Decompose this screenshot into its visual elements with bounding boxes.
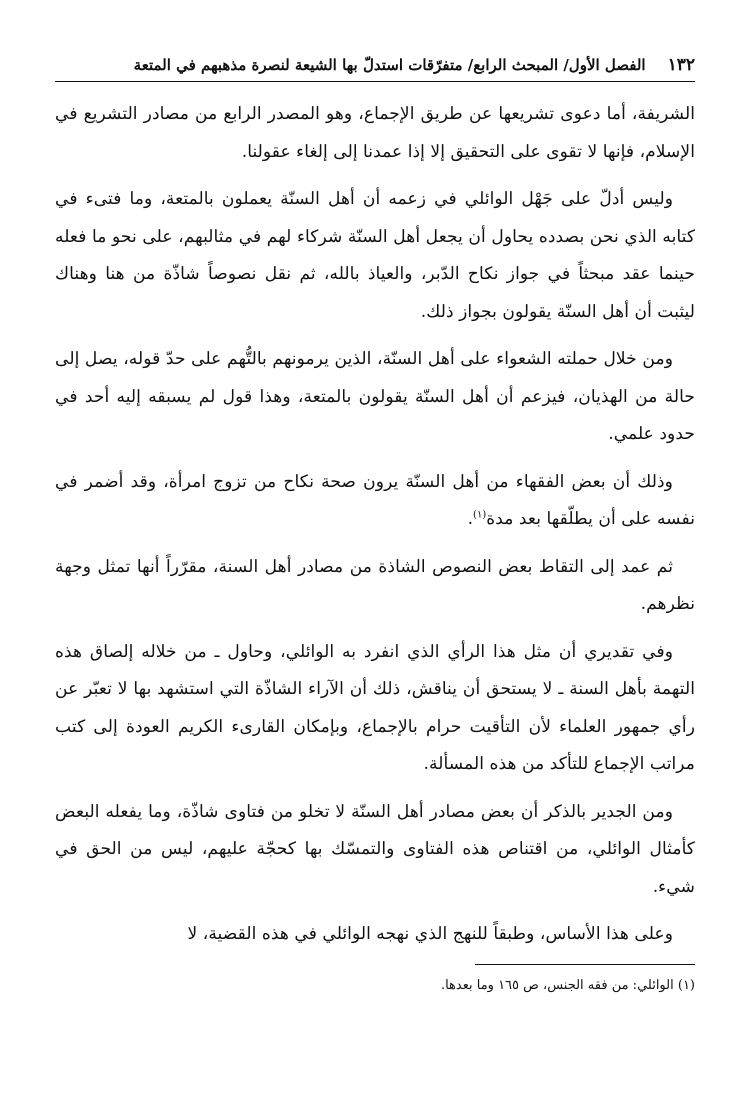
paragraph-with-footnote: وذلك أن بعض الفقهاء من أهل السنّة يرون صحة نكاح من تزوج امرأة، وقد أضمر في نفسه على أن يطلّقها بعد مدة$^{(١)}$. [55,471,695,529]
paragraph: ومن الجدير بالذكر أن بعض مصادر أهل السنّة لا تخلو من فتاوى شاذّة، وما يفعله البعض كأمثال الوائلي، من اقتناص هذه الفتاوى والتمسّك بها كحجّة عليهم، ليس من الحق في شيء. [55,801,695,897]
book-page [55,55,695,1065]
running-header [55,55,695,82]
paragraph: وفي تقديري أن مثل هذا الرأي الذي انفرد به الوائلي، وحاول ـ من خلاله إلصاق هذه التهمة بأهل السنة ـ لا يستحق أن يناقش، ذلك أن الآراء الشاذّة التي استشهد بها لا تعبّر عن رأي جمهور العلماء لأن التأقيت حرام بالإجماع، وبإمكان القارىء الكريم العودة إلى كتب مراتب الإجماع للتأكد من هذه المسألة. [55,641,695,774]
footnote-divider [475,964,695,965]
body-text [55,96,695,954]
paragraph: ومن خلال حملته الشعواء على أهل السنّة، الذين يرمونهم بالتُّهم على حدّ قوله، يصل إلى حالة من الهذيان، فيزعم أن أهل السنّة يقولون بالمتعة، وهذا قول لم يسبقه إليه أحد في حدود علمي. [55,349,695,444]
paragraph-text: وذلك أن بعض الفقهاء من أهل السنّة يرون صحة نكاح من تزوج امرأة، وقد أضمر في نفسه على أن يطلّقها بعد مدة [55,471,695,529]
chapter-heading: الفصل الأول/ المبحث الرابع/ متفرّقات استدلّ بها الشيعة لنصرة مذهبهم في المتعة [133,56,646,74]
page-number: ١٣٢ [667,55,695,75]
footnote-reference[interactable]: (١) [473,509,487,521]
paragraph: ثم عمد إلى التقاط بعض النصوص الشاذة من مصادر أهل السنة، مقرّراً أنها تمثل وجهة نظرهم. [55,556,695,614]
footnote: (١) الوائلي: من فقه الجنس، ص ١٦٥ وما بعدها. [440,977,695,993]
paragraph: وليس أدلّ على جَهْل الوائلي في زعمه أن أهل السنّة يعملون بالمتعة، وما فتىء في كتابه الذي نحن بصدده يحاول أن يجعل أهل السنّة شركاء لهم في مثالبهم، على نحو ما فعله حينما عقد مبحثاً في جواز نكاح الدّبر، والعياذ بالله، ثم نقل نصوصاً شاذّة من هنا وهناك ليثبت أن أهل السنّة يقولون بجواز ذلك. [55,189,695,322]
paragraph: الشريفة، أما دعوى تشريعها عن طريق الإجماع، وهو المصدر الرابع من مصادر التشريع في الإسلام، فإنها لا تقوى على التحقيق إلا إذا عمدنا إلى إلغاء عقولنا. [55,104,695,162]
paragraph: وعلى هذا الأساس، وطبقاً للنهج الذي نهجه الوائلي في هذه القضية، لا [187,924,673,944]
